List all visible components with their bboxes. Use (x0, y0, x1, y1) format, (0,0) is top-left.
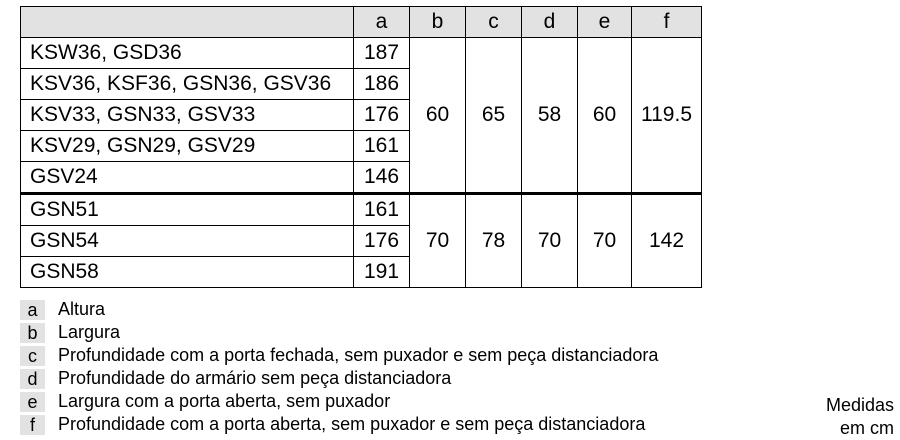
legend-item (20, 367, 658, 390)
value-e: 70 (578, 194, 632, 288)
header-b: b (410, 7, 466, 38)
value-a: 146 (354, 162, 410, 194)
legend-item (20, 344, 658, 367)
header-row (21, 7, 702, 38)
legend-key: f (20, 415, 45, 435)
model-name: GSN58 (21, 257, 354, 288)
header-blank-cell (21, 7, 354, 38)
model-name: KSW36, GSD36 (21, 38, 354, 69)
legend-item (20, 390, 658, 413)
value-a: 176 (354, 226, 410, 257)
value-c: 65 (466, 38, 522, 194)
model-name: KSV33, GSN33, GSV33 (21, 100, 354, 131)
legend-text: Largura (58, 322, 121, 342)
value-d: 70 (522, 194, 578, 288)
value-f: 119.5 (632, 38, 702, 194)
legend-text: Altura (58, 299, 106, 319)
value-a: 186 (354, 69, 410, 100)
legend-key: c (20, 346, 45, 366)
value-b: 60 (410, 38, 466, 194)
model-name: GSN51 (21, 194, 354, 226)
header-a: a (354, 7, 410, 38)
header-d: d (522, 7, 578, 38)
legend-key: e (20, 392, 45, 412)
model-name: KSV29, GSN29, GSV29 (21, 131, 354, 162)
header-f: f (632, 7, 702, 38)
legend-text: Profundidade do armário sem peça distanciadora (58, 368, 452, 388)
model-name: GSN54 (21, 226, 354, 257)
table-row (21, 38, 702, 69)
value-f: 142 (632, 194, 702, 288)
legend (20, 298, 658, 436)
legend-text: Profundidade com a porta aberta, sem puxador e sem peça distanciadora (58, 414, 646, 434)
legend-item (20, 298, 658, 321)
value-c: 78 (466, 194, 522, 288)
units-line-2: em cm (840, 418, 894, 438)
value-e: 60 (578, 38, 632, 194)
value-d: 58 (522, 38, 578, 194)
units-line-1: Medidas (825, 395, 894, 415)
value-a: 187 (354, 38, 410, 69)
dimensions-table (20, 6, 702, 288)
table-row (21, 194, 702, 226)
model-name: GSV24 (21, 162, 354, 194)
legend-text: Profundidade com a porta fechada, sem puxador e sem peça distanciadora (58, 345, 659, 365)
value-b: 70 (410, 194, 466, 288)
legend-text: Largura com a porta aberta, sem puxador (58, 391, 391, 411)
value-a: 191 (354, 257, 410, 288)
model-name: KSV36, KSF36, GSN36, GSV36 (21, 69, 354, 100)
value-a: 161 (354, 131, 410, 162)
header-c: c (466, 7, 522, 38)
value-a: 176 (354, 100, 410, 131)
legend-key: b (20, 323, 45, 343)
legend-item (20, 321, 658, 344)
header-e: e (578, 7, 632, 38)
legend-key: a (20, 300, 45, 320)
units-note (794, 394, 894, 440)
legend-key: d (20, 369, 45, 389)
value-a: 161 (354, 194, 410, 226)
legend-item (20, 413, 658, 436)
